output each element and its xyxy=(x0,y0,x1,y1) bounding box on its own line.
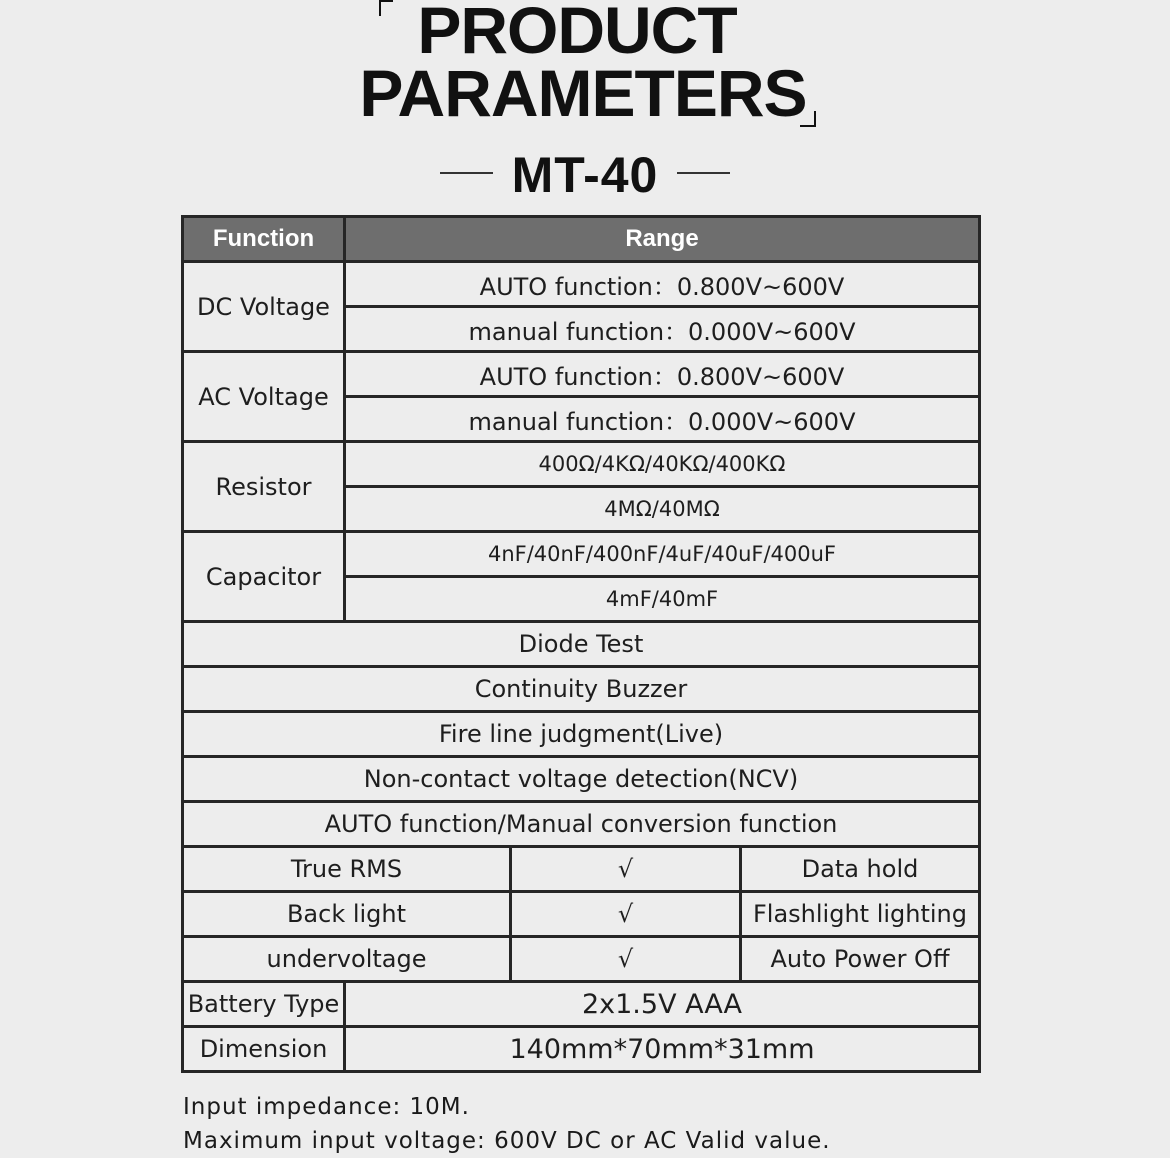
table-row xyxy=(183,442,980,487)
range-cell: manual function：0.000V~600V xyxy=(345,307,980,352)
table-row xyxy=(183,667,980,712)
table-row xyxy=(183,712,980,757)
table-row xyxy=(183,1027,980,1072)
model-heading xyxy=(0,147,1170,203)
feature-label: Flashlight lighting xyxy=(741,892,980,937)
table-row xyxy=(183,847,980,892)
function-resistor: Resistor xyxy=(183,442,345,532)
page-title-line-2: PARAMETERS xyxy=(359,56,807,130)
table-row xyxy=(183,982,980,1027)
feature-label: Continuity Buzzer xyxy=(183,667,980,712)
table-row xyxy=(183,622,980,667)
dimension-label: Dimension xyxy=(183,1027,345,1072)
table-header-row xyxy=(183,217,980,262)
feature-label: Auto Power Off xyxy=(741,937,980,982)
feature-label: Data hold xyxy=(741,847,980,892)
function-capacitor: Capacitor xyxy=(183,532,345,622)
feature-label: Back light xyxy=(183,892,511,937)
feature-label: Diode Test xyxy=(183,622,980,667)
range-cell: 400Ω/4KΩ/40KΩ/400KΩ xyxy=(345,442,980,487)
range-cell: AUTO function：0.800V~600V xyxy=(345,262,980,307)
table-row xyxy=(183,937,980,982)
model-name: MT-40 xyxy=(511,147,659,203)
note-max-input-voltage: Maximum input voltage: 600V DC or AC Valid value. xyxy=(183,1128,831,1154)
model-divider-right xyxy=(677,172,730,174)
table-row xyxy=(183,532,980,577)
feature-label: undervoltage xyxy=(183,937,511,982)
spec-table xyxy=(181,215,981,1073)
header-range: Range xyxy=(345,217,980,262)
feature-label: True RMS xyxy=(183,847,511,892)
page-title-line-1: PRODUCT xyxy=(417,0,737,67)
header-function: Function xyxy=(183,217,345,262)
corner-bracket-bottom-right xyxy=(800,111,816,127)
function-dc-voltage: DC Voltage xyxy=(183,262,345,352)
table-row xyxy=(183,802,980,847)
check-mark: √ xyxy=(511,892,741,937)
range-cell: manual function：0.000V~600V xyxy=(345,397,980,442)
check-mark: √ xyxy=(511,847,741,892)
table-row xyxy=(183,262,980,307)
battery-label: Battery Type xyxy=(183,982,345,1027)
table-row xyxy=(183,757,980,802)
note-input-impedance: Input impedance: 10M. xyxy=(183,1094,470,1120)
dimension-value: 140mm*70mm*31mm xyxy=(345,1027,980,1072)
battery-value: 2x1.5V AAA xyxy=(345,982,980,1027)
range-cell: 4mF/40mF xyxy=(345,577,980,622)
table-row xyxy=(183,892,980,937)
notes xyxy=(183,1090,1143,1158)
function-ac-voltage: AC Voltage xyxy=(183,352,345,442)
table-row xyxy=(183,352,980,397)
feature-label: Non-contact voltage detection(NCV) xyxy=(183,757,980,802)
feature-label: Fire line judgment(Live) xyxy=(183,712,980,757)
feature-label: AUTO function/Manual conversion function xyxy=(183,802,980,847)
check-mark: √ xyxy=(511,937,741,982)
range-cell: 4MΩ/40MΩ xyxy=(345,487,980,532)
range-cell: AUTO function：0.800V~600V xyxy=(345,352,980,397)
range-cell: 4nF/40nF/400nF/4uF/40uF/400uF xyxy=(345,532,980,577)
